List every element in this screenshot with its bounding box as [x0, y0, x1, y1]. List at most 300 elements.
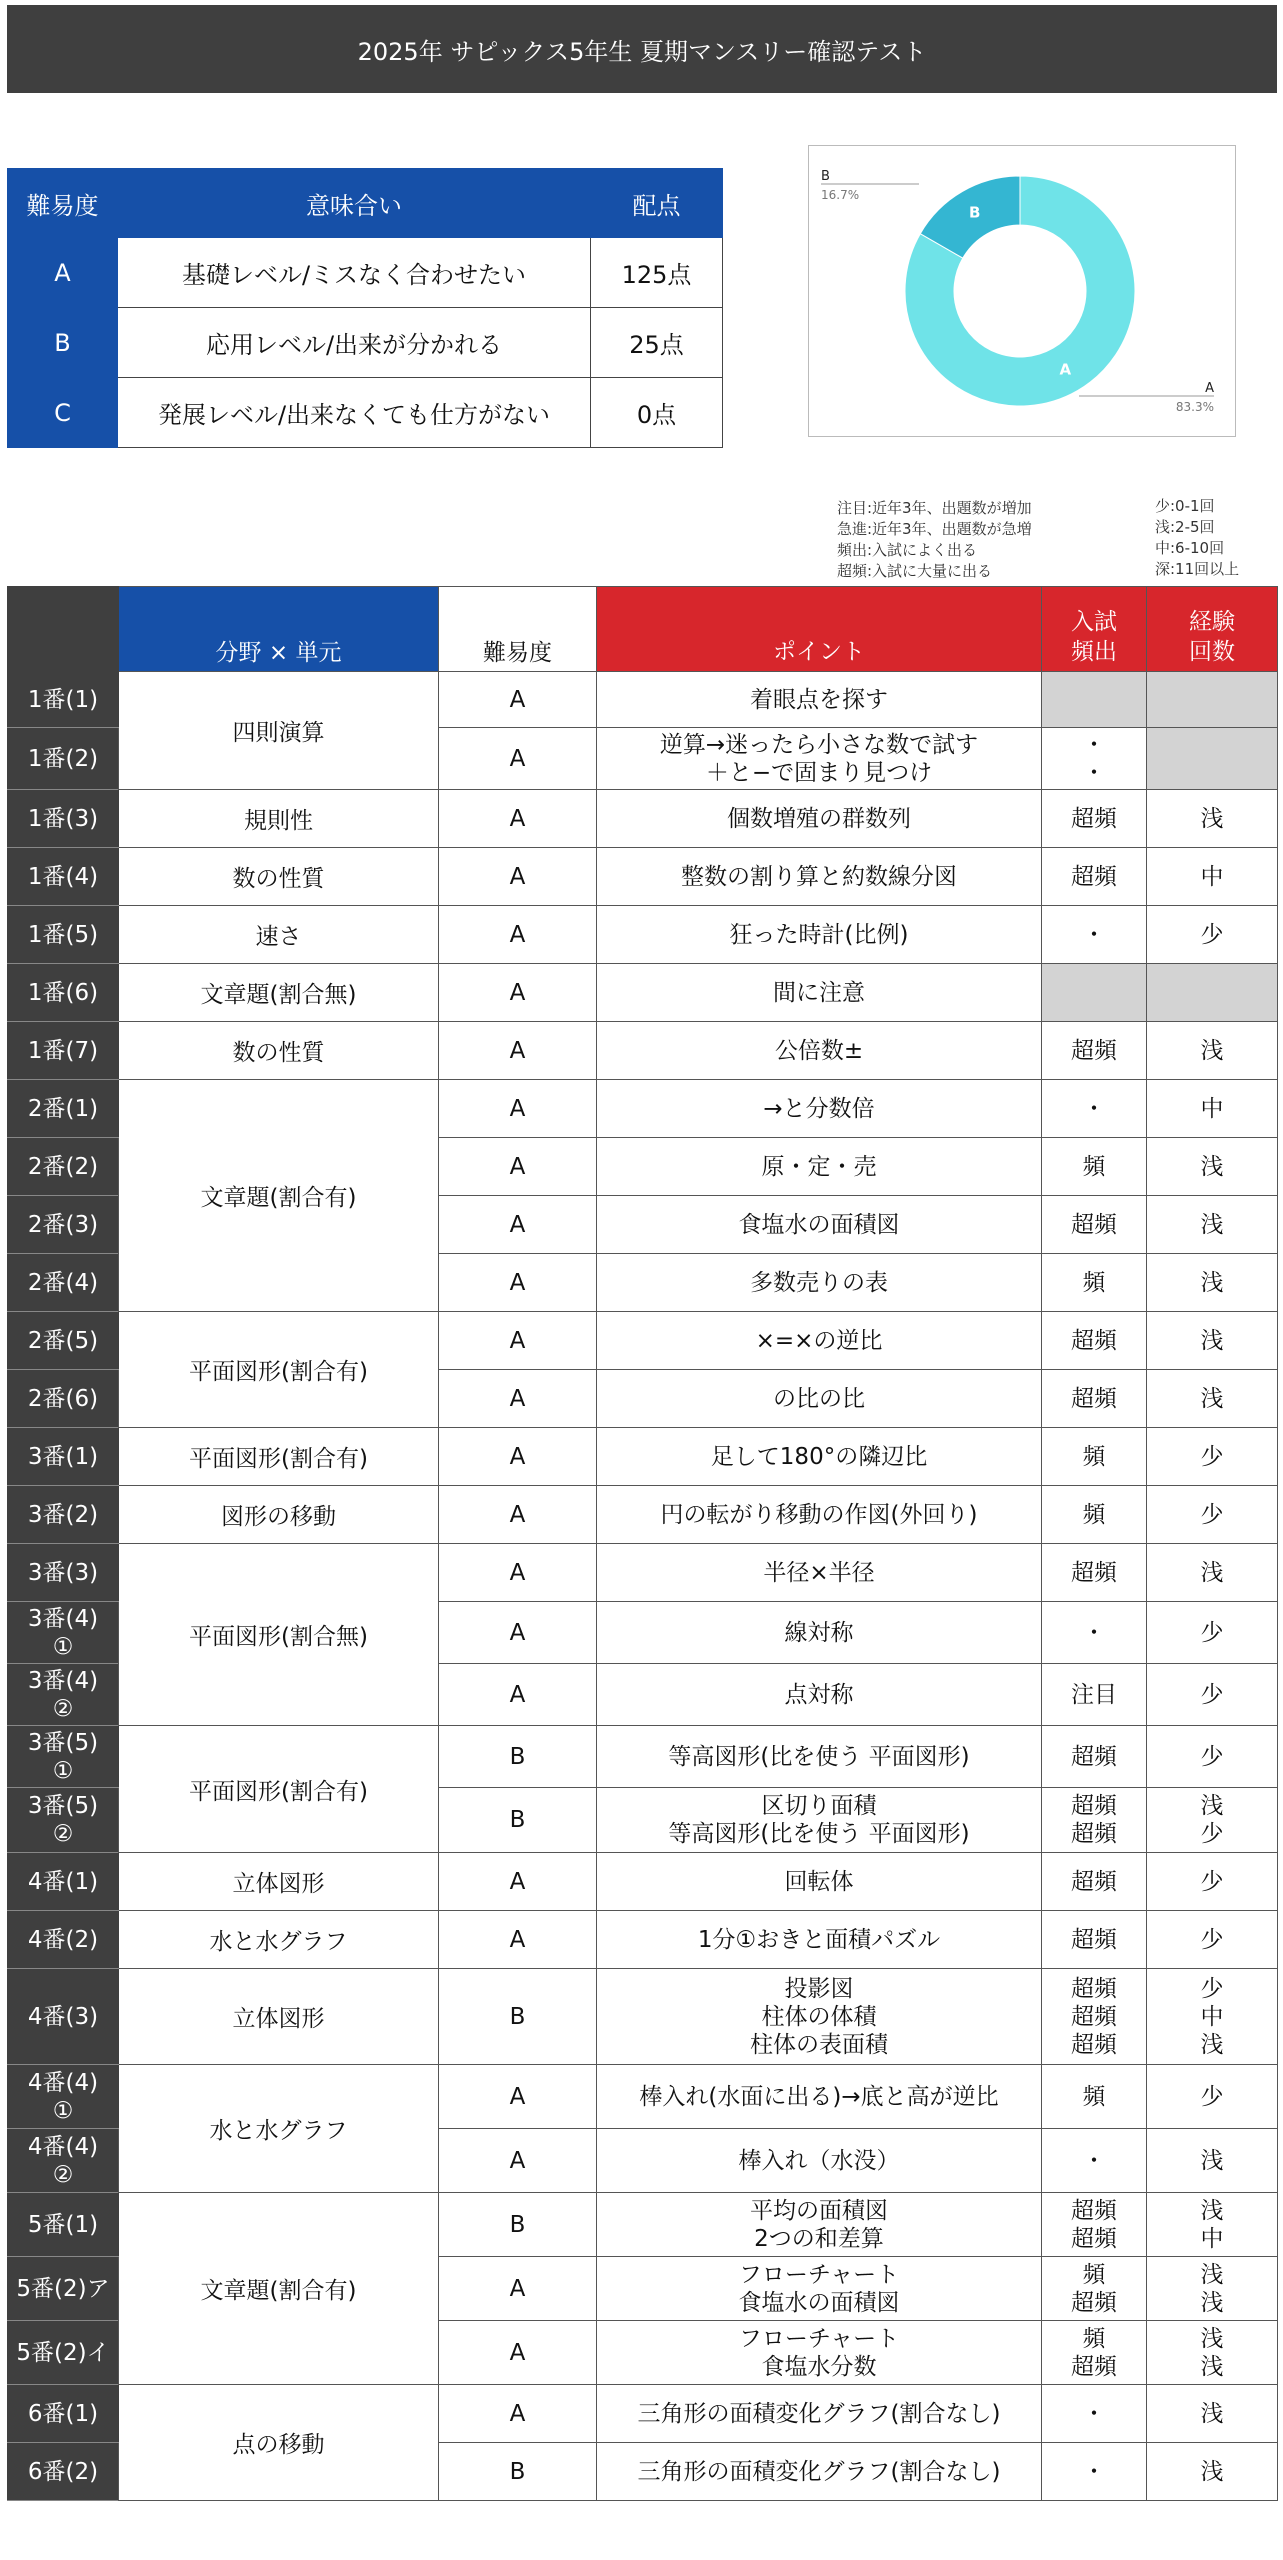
frequency-cell — [1042, 1196, 1147, 1254]
experience-cell-line: 浅 — [1200, 1559, 1224, 1586]
experience-cell — [1147, 2129, 1278, 2193]
experience-cell-line: 少 — [1200, 1443, 1224, 1470]
frequency-cell — [1042, 1788, 1147, 1853]
frequency-cell-line: 頻 — [1082, 1501, 1106, 1528]
difficulty-cell: A — [439, 964, 597, 1022]
point-cell-line: 等高図形(比を使う 平面図形) — [668, 1821, 970, 1847]
point-cell-line: ＋と−で固まり見つけ — [705, 759, 933, 786]
analysis-table — [7, 586, 1278, 2501]
experience-cell-line: 浅 — [1200, 2197, 1224, 2224]
frequency-cell — [1042, 1911, 1147, 1969]
difficulty-cell: A — [439, 1664, 597, 1726]
frequency-cell-line: 頻 — [1082, 1443, 1106, 1470]
point-cell-line: 足して180°の隣辺比 — [710, 1443, 928, 1470]
difficulty-cell: A — [439, 1428, 597, 1486]
point-cell — [597, 1969, 1042, 2065]
experience-cell — [1147, 964, 1278, 1022]
difficulty-cell: A — [439, 1196, 597, 1254]
header-frequency — [1042, 587, 1147, 672]
difficulty-cell: B — [439, 1726, 597, 1788]
frequency-cell-line: 超頻 — [1071, 2003, 1117, 2030]
question-number: 5番(2)イ — [8, 2321, 119, 2385]
frequency-cell — [1042, 672, 1147, 728]
experience-cell-line: 少 — [1200, 1681, 1224, 1708]
difficulty-cell: A — [439, 906, 597, 964]
frequency-cell — [1042, 2257, 1147, 2321]
point-cell — [597, 2257, 1042, 2321]
point-cell — [597, 2065, 1042, 2129]
experience-cell-line: 浅 — [1200, 1385, 1224, 1412]
question-number: 3番(3) — [8, 1544, 119, 1602]
unit-cell: 立体図形 — [119, 1969, 439, 2065]
question-number: 1番(4) — [8, 848, 119, 906]
difficulty-cell: A — [439, 1602, 597, 1664]
point-cell-line: 個数増殖の群数列 — [727, 805, 911, 832]
question-number: 3番(5) ② — [8, 1788, 119, 1853]
experience-cell — [1147, 1022, 1278, 1080]
experience-cell-line: 中 — [1200, 863, 1224, 890]
legend-points: 0点 — [591, 378, 723, 448]
frequency-cell-line: 超頻 — [1071, 1821, 1117, 1847]
question-number: 1番(3) — [8, 790, 119, 848]
frequency-cell — [1042, 1022, 1147, 1080]
frequency-cell — [1042, 1080, 1147, 1138]
experience-cell — [1147, 2257, 1278, 2321]
experience-cell — [1147, 1969, 1278, 2065]
difficulty-cell: A — [439, 2321, 597, 2385]
table-row — [8, 790, 1278, 848]
header-experience-line: 経験 — [1189, 609, 1235, 635]
difficulty-cell: A — [439, 1544, 597, 1602]
point-cell — [597, 1544, 1042, 1602]
unit-cell: 数の性質 — [119, 848, 439, 906]
frequency-cell-line: 超頻 — [1071, 863, 1117, 890]
header-experience — [1147, 587, 1278, 672]
point-cell-line: 半径×半径 — [763, 1559, 875, 1586]
experience-cell-line: 少 — [1200, 921, 1224, 948]
frequency-cell — [1042, 1312, 1147, 1370]
experience-cell — [1147, 728, 1278, 790]
point-cell — [597, 1138, 1042, 1196]
experience-cell — [1147, 1726, 1278, 1788]
frequency-cell — [1042, 2065, 1147, 2129]
point-cell — [597, 1853, 1042, 1911]
table-row — [8, 848, 1278, 906]
header-difficulty: 難易度 — [439, 587, 597, 672]
frequency-note: 超頻:入試に大量に出る — [837, 562, 993, 580]
table-row — [8, 2385, 1278, 2443]
point-cell — [597, 790, 1042, 848]
experience-cell-line: 浅 — [1200, 2353, 1224, 2380]
point-cell — [597, 1602, 1042, 1664]
frequency-cell-line: 頻 — [1082, 1153, 1106, 1180]
experience-cell-line: 少 — [1200, 1926, 1224, 1953]
callout-category: B — [821, 169, 830, 184]
difficulty-cell: A — [439, 1022, 597, 1080]
experience-cell-line: 浅 — [1200, 1153, 1224, 1180]
unit-cell: 文章題(割合有) — [119, 2193, 439, 2385]
point-cell — [597, 728, 1042, 790]
experience-legend — [1155, 496, 1239, 580]
experience-cell — [1147, 790, 1278, 848]
point-cell-line: 区切り面積 — [761, 1793, 877, 1819]
point-cell — [597, 1911, 1042, 1969]
point-cell-line: 線対称 — [784, 1619, 854, 1646]
frequency-cell — [1042, 1428, 1147, 1486]
unit-cell: 図形の移動 — [119, 1486, 439, 1544]
frequency-cell-line: 超頻 — [1071, 1793, 1117, 1819]
point-cell-line: 1分①おきと面積パズル — [697, 1926, 941, 1953]
experience-cell — [1147, 906, 1278, 964]
question-number: 5番(1) — [8, 2193, 119, 2257]
experience-cell-line: 浅 — [1200, 805, 1224, 832]
point-cell-line: 間に注意 — [773, 979, 865, 1006]
question-number: 2番(6) — [8, 1370, 119, 1428]
difficulty-cell: A — [439, 2129, 597, 2193]
question-number: 4番(4) ① — [8, 2065, 119, 2129]
frequency-cell — [1042, 790, 1147, 848]
table-row — [8, 1312, 1278, 1370]
frequency-cell-line: ・ — [1082, 1095, 1106, 1122]
question-number: 6番(1) — [8, 2385, 119, 2443]
point-cell-line: 食塩水の面積図 — [738, 1211, 900, 1238]
point-cell — [597, 1370, 1042, 1428]
point-cell — [597, 1726, 1042, 1788]
point-cell-line: 柱体の体積 — [761, 2003, 877, 2030]
table-row — [8, 2065, 1278, 2129]
question-number: 2番(1) — [8, 1080, 119, 1138]
difficulty-cell: B — [439, 2193, 597, 2257]
point-cell-line: 平均の面積図 — [750, 2197, 888, 2224]
unit-cell: 文章題(割合無) — [119, 964, 439, 1022]
point-cell — [597, 964, 1042, 1022]
header-frequency-line: 入試 — [1071, 609, 1117, 635]
unit-cell: 立体図形 — [119, 1853, 439, 1911]
point-cell-line: 食塩水の面積図 — [738, 2289, 900, 2316]
frequency-cell — [1042, 906, 1147, 964]
frequency-cell-line: ・ — [1082, 2458, 1106, 2485]
table-row — [8, 1969, 1278, 2065]
point-cell — [597, 2321, 1042, 2385]
frequency-cell-line: 超頻 — [1071, 2197, 1117, 2224]
experience-cell — [1147, 1254, 1278, 1312]
legend-points: 25点 — [591, 308, 723, 378]
point-cell — [597, 1196, 1042, 1254]
frequency-note: 急進:近年3年、出題数が急増 — [837, 520, 1032, 538]
point-cell-line: 多数売りの表 — [750, 1269, 888, 1296]
experience-cell-line: 浅 — [1200, 2147, 1224, 2174]
table-row — [8, 1080, 1278, 1138]
point-cell-line: →と分数倍 — [763, 1095, 875, 1122]
table-row — [8, 1486, 1278, 1544]
point-cell — [597, 1664, 1042, 1726]
experience-cell-line: 浅 — [1200, 1327, 1224, 1354]
point-cell-line: 2つの和差算 — [754, 2225, 884, 2252]
frequency-cell-line: 注目 — [1071, 1681, 1117, 1708]
question-number: 1番(7) — [8, 1022, 119, 1080]
question-number: 1番(1) — [8, 672, 119, 728]
unit-cell: 点の移動 — [119, 2385, 439, 2501]
difficulty-cell: A — [439, 848, 597, 906]
callout-percent: 16.7% — [821, 188, 860, 202]
difficulty-cell: A — [439, 2257, 597, 2321]
difficulty-cell: A — [439, 1138, 597, 1196]
difficulty-cell: A — [439, 1312, 597, 1370]
page-title: 2025年 サピックス5年生 夏期マンスリー確認テスト — [7, 5, 1277, 93]
frequency-cell — [1042, 2443, 1147, 2501]
difficulty-cell: A — [439, 1254, 597, 1312]
difficulty-cell: A — [439, 728, 597, 790]
difficulty-cell: A — [439, 1370, 597, 1428]
frequency-cell — [1042, 964, 1147, 1022]
experience-cell — [1147, 1196, 1278, 1254]
experience-cell — [1147, 2065, 1278, 2129]
point-cell — [597, 848, 1042, 906]
experience-cell-line: 浅 — [1200, 2400, 1224, 2427]
point-cell — [597, 2385, 1042, 2443]
experience-cell — [1147, 1911, 1278, 1969]
experience-cell-line: 浅 — [1200, 2458, 1224, 2485]
point-cell — [597, 1312, 1042, 1370]
frequency-cell — [1042, 1853, 1147, 1911]
legend-row — [8, 238, 723, 308]
point-cell — [597, 2443, 1042, 2501]
question-number: 3番(5) ① — [8, 1726, 119, 1788]
frequency-cell-line: 超頻 — [1071, 805, 1117, 832]
question-number: 4番(2) — [8, 1911, 119, 1969]
point-cell-line: 公倍数± — [774, 1037, 864, 1064]
frequency-cell-line: ・ — [1082, 921, 1106, 948]
frequency-cell-line: ・ — [1082, 2147, 1106, 2174]
question-number: 2番(5) — [8, 1312, 119, 1370]
frequency-cell-line: 超頻 — [1071, 2353, 1117, 2380]
frequency-cell-line: ・ — [1082, 1619, 1106, 1646]
point-cell-line: 食塩水分数 — [761, 2353, 877, 2380]
question-number: 6番(2) — [8, 2443, 119, 2501]
frequency-note: 注目:近年3年、出題数が増加 — [837, 499, 1032, 517]
unit-cell: 数の性質 — [119, 1022, 439, 1080]
point-cell-line: 柱体の表面積 — [750, 2031, 888, 2058]
point-cell-line: 三角形の面積変化グラフ(割合なし) — [637, 2400, 1001, 2427]
difficulty-cell: A — [439, 1080, 597, 1138]
difficulty-cell: A — [439, 1911, 597, 1969]
question-number: 3番(4) ② — [8, 1664, 119, 1726]
experience-cell — [1147, 1486, 1278, 1544]
frequency-cell — [1042, 1602, 1147, 1664]
header-frequency-line: 頻出 — [1071, 639, 1117, 665]
table-row — [8, 672, 1278, 728]
question-number: 2番(2) — [8, 1138, 119, 1196]
experience-cell-line: 少 — [1200, 1868, 1224, 1895]
unit-cell: 文章題(割合有) — [119, 1080, 439, 1312]
difficulty-cell: A — [439, 1486, 597, 1544]
legend-meaning: 基礎レベル/ミスなく合わせたい — [118, 238, 591, 308]
slice-inner-label: A — [1059, 360, 1072, 379]
frequency-cell-line: 超頻 — [1071, 1327, 1117, 1354]
experience-cell-line: 少 — [1200, 1975, 1224, 2002]
experience-cell — [1147, 2385, 1278, 2443]
unit-cell: 平面図形(割合無) — [119, 1544, 439, 1726]
experience-cell-line: 中 — [1200, 1095, 1224, 1122]
point-cell-line: ×=×の逆比 — [755, 1327, 883, 1354]
callout-percent: 83.3% — [1175, 400, 1214, 414]
point-cell-line: 整数の割り算と約数線分図 — [681, 863, 957, 890]
header-corner — [8, 587, 119, 672]
legend-header-row — [8, 169, 723, 238]
table-row — [8, 964, 1278, 1022]
legend-header-meaning: 意味合い — [118, 169, 591, 238]
experience-note: 中:6-10回 — [1155, 539, 1225, 557]
point-cell-line: 等高図形(比を使う 平面図形) — [668, 1743, 970, 1770]
difficulty-cell: B — [439, 2443, 597, 2501]
donut-svg — [809, 146, 1235, 436]
table-row — [8, 2193, 1278, 2257]
point-cell — [597, 1080, 1042, 1138]
experience-note: 浅:2-5回 — [1155, 518, 1215, 536]
experience-cell — [1147, 1788, 1278, 1853]
point-cell-line: 原・定・売 — [761, 1153, 877, 1180]
experience-note: 少:0-1回 — [1155, 497, 1215, 515]
unit-cell: 平面図形(割合有) — [119, 1312, 439, 1428]
frequency-cell-line: 超頻 — [1071, 1037, 1117, 1064]
legend-meaning: 発展レベル/出来なくても仕方がない — [118, 378, 591, 448]
frequency-cell — [1042, 1969, 1147, 2065]
experience-cell — [1147, 1312, 1278, 1370]
question-number: 5番(2)ア — [8, 2257, 119, 2321]
experience-cell-line: 浅 — [1200, 2289, 1224, 2316]
point-cell-line: 着眼点を探す — [750, 686, 888, 713]
experience-cell-line: 浅 — [1200, 1211, 1224, 1238]
table-row — [8, 1428, 1278, 1486]
unit-cell: 平面図形(割合有) — [119, 1726, 439, 1853]
legend-header-points: 配点 — [591, 169, 723, 238]
frequency-cell — [1042, 1726, 1147, 1788]
experience-cell — [1147, 1138, 1278, 1196]
frequency-cell — [1042, 2193, 1147, 2257]
experience-cell-line: 浅 — [1200, 2031, 1224, 2058]
difficulty-legend-table — [7, 168, 723, 448]
legend-meaning: 応用レベル/出来が分かれる — [118, 308, 591, 378]
experience-cell — [1147, 1602, 1278, 1664]
difficulty-cell: A — [439, 2065, 597, 2129]
unit-cell: 速さ — [119, 906, 439, 964]
point-cell-line: 三角形の面積変化グラフ(割合なし) — [637, 2458, 1001, 2485]
experience-cell-line: 浅 — [1200, 2261, 1224, 2288]
frequency-cell — [1042, 1254, 1147, 1312]
question-number: 2番(4) — [8, 1254, 119, 1312]
experience-cell-line: 少 — [1200, 1743, 1224, 1770]
frequency-cell — [1042, 1138, 1147, 1196]
frequency-cell-line: ・ — [1082, 731, 1106, 758]
point-cell — [597, 2193, 1042, 2257]
difficulty-cell: A — [439, 1853, 597, 1911]
experience-cell-line: 少 — [1200, 1619, 1224, 1646]
frequency-cell-line: 超頻 — [1071, 2225, 1117, 2252]
frequency-cell — [1042, 2129, 1147, 2193]
frequency-cell-line: 超頻 — [1071, 1211, 1117, 1238]
question-number: 1番(2) — [8, 728, 119, 790]
experience-cell — [1147, 848, 1278, 906]
question-number: 1番(6) — [8, 964, 119, 1022]
frequency-cell-line: 超頻 — [1071, 1975, 1117, 2002]
frequency-cell — [1042, 728, 1147, 790]
question-number: 3番(1) — [8, 1428, 119, 1486]
point-cell — [597, 1788, 1042, 1853]
experience-cell-line: 中 — [1200, 2003, 1224, 2030]
frequency-cell — [1042, 1370, 1147, 1428]
frequency-cell-line: 超頻 — [1071, 1559, 1117, 1586]
difficulty-cell: A — [439, 790, 597, 848]
legend-grade: A — [8, 238, 118, 308]
experience-cell — [1147, 1853, 1278, 1911]
frequency-cell — [1042, 848, 1147, 906]
experience-cell-line: 浅 — [1200, 1793, 1224, 1819]
frequency-cell-line: 超頻 — [1071, 1926, 1117, 1953]
frequency-cell-line: 超頻 — [1071, 2289, 1117, 2316]
frequency-cell-line: 頻 — [1082, 2325, 1106, 2352]
point-cell — [597, 2129, 1042, 2193]
point-cell — [597, 1022, 1042, 1080]
point-cell — [597, 1486, 1042, 1544]
frequency-cell-line: ・ — [1082, 2400, 1106, 2427]
header-unit: 分野 × 単元 — [119, 587, 439, 672]
frequency-cell-line: 超頻 — [1071, 1743, 1117, 1770]
point-cell-line: 棒入れ（水没） — [738, 2147, 900, 2174]
question-number: 3番(4) ① — [8, 1602, 119, 1664]
experience-cell — [1147, 2443, 1278, 2501]
experience-cell — [1147, 1080, 1278, 1138]
legend-row — [8, 308, 723, 378]
experience-cell — [1147, 1544, 1278, 1602]
frequency-cell-line: 頻 — [1082, 1269, 1106, 1296]
analysis-header-row — [8, 587, 1278, 672]
header-point: ポイント — [597, 587, 1042, 672]
table-row — [8, 1853, 1278, 1911]
point-cell-line: の比の比 — [773, 1385, 865, 1412]
point-cell-line: 点対称 — [784, 1681, 854, 1708]
difficulty-donut-chart — [808, 145, 1236, 437]
experience-cell-line: 少 — [1200, 1501, 1224, 1528]
analysis-body — [8, 672, 1278, 2501]
experience-cell-line: 浅 — [1200, 2325, 1224, 2352]
unit-cell: 平面図形(割合有) — [119, 1428, 439, 1486]
point-cell-line: フローチャート — [738, 2261, 900, 2288]
question-number: 4番(1) — [8, 1853, 119, 1911]
legend-grade: B — [8, 308, 118, 378]
frequency-cell — [1042, 1486, 1147, 1544]
experience-cell-line: 少 — [1200, 1821, 1224, 1847]
frequency-cell-line: 頻 — [1082, 2261, 1106, 2288]
point-cell — [597, 1254, 1042, 1312]
point-cell-line: フローチャート — [738, 2325, 900, 2352]
experience-cell — [1147, 1370, 1278, 1428]
question-number: 4番(3) — [8, 1969, 119, 2065]
frequency-cell-line: 超頻 — [1071, 1385, 1117, 1412]
point-cell-line: 逆算→迷ったら小さな数で試す — [659, 731, 979, 758]
experience-cell — [1147, 2321, 1278, 2385]
frequency-cell-line: 頻 — [1082, 2083, 1106, 2110]
slice-inner-label: B — [968, 203, 981, 222]
table-row — [8, 1544, 1278, 1602]
legend-grade: C — [8, 378, 118, 448]
frequency-note: 頻出:入試によく出る — [837, 541, 978, 559]
question-number: 3番(2) — [8, 1486, 119, 1544]
experience-cell-line: 中 — [1200, 2225, 1224, 2252]
point-cell — [597, 672, 1042, 728]
point-cell-line: 円の転がり移動の作図(外回り) — [660, 1501, 978, 1528]
unit-cell: 水と水グラフ — [119, 1911, 439, 1969]
frequency-legend — [837, 498, 1032, 582]
